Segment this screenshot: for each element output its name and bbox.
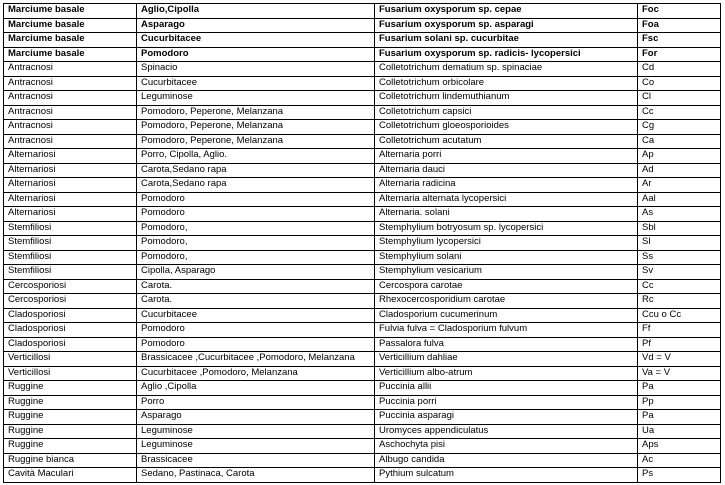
table-row: [4, 250, 721, 265]
code-cell: Rc: [638, 294, 721, 309]
host-cell: Cucurbitacee: [137, 308, 375, 323]
table-row: [4, 207, 721, 222]
code-cell: Pp: [638, 395, 721, 410]
table-row: [4, 439, 721, 454]
disease-cell: Ruggine: [4, 395, 137, 410]
host-cell: Spinacio: [137, 62, 375, 77]
table-row: [4, 4, 721, 19]
table-row: [4, 134, 721, 149]
table-row: [4, 221, 721, 236]
disease-cell: Alternariosi: [4, 178, 137, 193]
pathogen-cell: Alternaria radicina: [375, 178, 638, 193]
code-cell: Ccu o Cc: [638, 308, 721, 323]
host-cell: Carota,Sedano rapa: [137, 163, 375, 178]
disease-cell: Ruggine bianca: [4, 453, 137, 468]
table-row: [4, 381, 721, 396]
host-cell: Carota.: [137, 294, 375, 309]
host-cell: Pomodoro, Peperone, Melanzana: [137, 120, 375, 135]
host-cell: Asparago: [137, 18, 375, 33]
host-cell: Pomodoro, Peperone, Melanzana: [137, 105, 375, 120]
pathogen-cell: Stemphylium botryosum sp. lycopersici: [375, 221, 638, 236]
host-cell: Pomodoro: [137, 323, 375, 338]
code-cell: Pa: [638, 410, 721, 425]
pathogen-cell: Fulvia fulva = Cladosporium fulvum: [375, 323, 638, 338]
code-cell: As: [638, 207, 721, 222]
table-row: [4, 308, 721, 323]
disease-cell: Ruggine: [4, 424, 137, 439]
disease-cell: Antracnosi: [4, 91, 137, 106]
host-cell: Pomodoro, Peperone, Melanzana: [137, 134, 375, 149]
table-row: [4, 236, 721, 251]
table-row: [4, 337, 721, 352]
host-cell: Carota,Sedano rapa: [137, 178, 375, 193]
host-cell: Leguminose: [137, 91, 375, 106]
code-cell: Sl: [638, 236, 721, 251]
disease-cell: Stemfiliosi: [4, 265, 137, 280]
disease-cell: Marciume basale: [4, 47, 137, 62]
code-cell: Co: [638, 76, 721, 91]
disease-cell: Alternariosi: [4, 149, 137, 164]
pathogen-cell: Cercospora carotae: [375, 279, 638, 294]
table-row: [4, 395, 721, 410]
code-cell: Foa: [638, 18, 721, 33]
table-row: [4, 62, 721, 77]
host-cell: Pomodoro: [137, 207, 375, 222]
pathogen-cell: Aschochyta pisi: [375, 439, 638, 454]
disease-table-body: [4, 4, 721, 483]
code-cell: Ps: [638, 468, 721, 483]
code-cell: Va = V: [638, 366, 721, 381]
code-cell: Pf: [638, 337, 721, 352]
pathogen-cell: Alternaria alternata lycopersici: [375, 192, 638, 207]
table-row: [4, 323, 721, 338]
host-cell: Cucurbitacee ,Pomodoro, Melanzana: [137, 366, 375, 381]
host-cell: Aglio,Cipolla: [137, 4, 375, 19]
disease-cell: Cladosporiosi: [4, 337, 137, 352]
pathogen-cell: Alternaria dauci: [375, 163, 638, 178]
pathogen-cell: Stemphylium solani: [375, 250, 638, 265]
disease-cell: Cercosporiosi: [4, 294, 137, 309]
pathogen-cell: Fusarium oxysporum sp. asparagi: [375, 18, 638, 33]
code-cell: Cl: [638, 91, 721, 106]
disease-cell: Marciume basale: [4, 4, 137, 19]
code-cell: Ff: [638, 323, 721, 338]
pathogen-cell: Pythium sulcatum: [375, 468, 638, 483]
code-cell: Sv: [638, 265, 721, 280]
code-cell: Cd: [638, 62, 721, 77]
code-cell: Cc: [638, 105, 721, 120]
code-cell: Pa: [638, 381, 721, 396]
code-cell: Ac: [638, 453, 721, 468]
code-cell: Vd = V: [638, 352, 721, 367]
host-cell: Pomodoro: [137, 47, 375, 62]
host-cell: Cipolla, Asparago: [137, 265, 375, 280]
pathogen-cell: Colletotrichum dematium sp. spinaciae: [375, 62, 638, 77]
pathogen-cell: Fusarium oxysporum sp. radicis- lycopersici: [375, 47, 638, 62]
pathogen-cell: Fusarium solani sp. cucurbitae: [375, 33, 638, 48]
pathogen-cell: Colletotrichum lindemuthianum: [375, 91, 638, 106]
code-cell: Ca: [638, 134, 721, 149]
disease-cell: Cercosporiosi: [4, 279, 137, 294]
pathogen-cell: Puccinia allii: [375, 381, 638, 396]
host-cell: Porro: [137, 395, 375, 410]
pathogen-cell: Uromyces appendiculatus: [375, 424, 638, 439]
code-cell: Ap: [638, 149, 721, 164]
pathogen-cell: Colletotrichum orbicolare: [375, 76, 638, 91]
disease-cell: Ruggine: [4, 439, 137, 454]
code-cell: Ar: [638, 178, 721, 193]
disease-cell: Alternariosi: [4, 207, 137, 222]
table-row: [4, 120, 721, 135]
code-cell: Sbl: [638, 221, 721, 236]
table-row: [4, 468, 721, 483]
disease-cell: Cladosporiosi: [4, 308, 137, 323]
disease-cell: Stemfiliosi: [4, 250, 137, 265]
pathogen-cell: Cladosporium cucumerinum: [375, 308, 638, 323]
disease-cell: Verticillosi: [4, 352, 137, 367]
disease-cell: Alternariosi: [4, 163, 137, 178]
table-row: [4, 47, 721, 62]
table-row: [4, 410, 721, 425]
code-cell: Cg: [638, 120, 721, 135]
pathogen-cell: Colletotrichum gloeosporioides: [375, 120, 638, 135]
pathogen-cell: Puccinia porri: [375, 395, 638, 410]
table-row: [4, 294, 721, 309]
disease-cell: Marciume basale: [4, 18, 137, 33]
host-cell: Cucurbitacee: [137, 33, 375, 48]
table-row: [4, 163, 721, 178]
code-cell: Fsc: [638, 33, 721, 48]
disease-cell: Ruggine: [4, 381, 137, 396]
disease-cell: Antracnosi: [4, 62, 137, 77]
code-cell: Aps: [638, 439, 721, 454]
pathogen-cell: Alternaria porri: [375, 149, 638, 164]
host-cell: Pomodoro: [137, 337, 375, 352]
code-cell: For: [638, 47, 721, 62]
code-cell: Ua: [638, 424, 721, 439]
disease-cell: Alternariosi: [4, 192, 137, 207]
pathogen-cell: Fusarium oxysporum sp. cepae: [375, 4, 638, 19]
pathogen-cell: Stemphylium lycopersici: [375, 236, 638, 251]
host-cell: Brassicacee: [137, 453, 375, 468]
pathogen-cell: Albugo candida: [375, 453, 638, 468]
pathogen-cell: Verticillium albo-atrum: [375, 366, 638, 381]
table-row: [4, 192, 721, 207]
host-cell: Carota.: [137, 279, 375, 294]
host-cell: Leguminose: [137, 439, 375, 454]
table-row: [4, 178, 721, 193]
table-row: [4, 105, 721, 120]
table-row: [4, 366, 721, 381]
code-cell: Ad: [638, 163, 721, 178]
disease-cell: Cavità Maculari: [4, 468, 137, 483]
code-cell: Ss: [638, 250, 721, 265]
host-cell: Aglio ,Cipolla: [137, 381, 375, 396]
host-cell: Pomodoro: [137, 192, 375, 207]
pathogen-cell: Alternaria. solani: [375, 207, 638, 222]
table-row: [4, 33, 721, 48]
pathogen-cell: Colletotrichum acutatum: [375, 134, 638, 149]
table-row: [4, 149, 721, 164]
disease-cell: Cladosporiosi: [4, 323, 137, 338]
disease-cell: Stemfiliosi: [4, 221, 137, 236]
host-cell: Pomodoro,: [137, 250, 375, 265]
pathogen-cell: Rhexocercosporidium carotae: [375, 294, 638, 309]
disease-cell: Verticillosi: [4, 366, 137, 381]
disease-table: [3, 3, 721, 483]
code-cell: Foc: [638, 4, 721, 19]
disease-cell: Ruggine: [4, 410, 137, 425]
pathogen-cell: Verticillium dahliae: [375, 352, 638, 367]
table-row: [4, 18, 721, 33]
table-row: [4, 453, 721, 468]
disease-cell: Antracnosi: [4, 76, 137, 91]
host-cell: Brassicacee ,Cucurbitacee ,Pomodoro, Melanzana: [137, 352, 375, 367]
host-cell: Asparago: [137, 410, 375, 425]
pathogen-cell: Passalora fulva: [375, 337, 638, 352]
table-row: [4, 91, 721, 106]
host-cell: Pomodoro,: [137, 221, 375, 236]
table-row: [4, 424, 721, 439]
code-cell: Cc: [638, 279, 721, 294]
pathogen-cell: Stemphylium vesicarium: [375, 265, 638, 280]
disease-cell: Antracnosi: [4, 120, 137, 135]
table-row: [4, 265, 721, 280]
pathogen-cell: Colletotrichum capsici: [375, 105, 638, 120]
disease-cell: Antracnosi: [4, 105, 137, 120]
table-row: [4, 279, 721, 294]
table-row: [4, 76, 721, 91]
code-cell: Aal: [638, 192, 721, 207]
host-cell: Cucurbitacee: [137, 76, 375, 91]
host-cell: Sedano, Pastinaca, Carota: [137, 468, 375, 483]
table-row: [4, 352, 721, 367]
pathogen-cell: Puccinia asparagi: [375, 410, 638, 425]
host-cell: Pomodoro,: [137, 236, 375, 251]
host-cell: Leguminose: [137, 424, 375, 439]
disease-cell: Antracnosi: [4, 134, 137, 149]
disease-cell: Stemfiliosi: [4, 236, 137, 251]
disease-cell: Marciume basale: [4, 33, 137, 48]
host-cell: Porro, Cipolla, Aglio.: [137, 149, 375, 164]
